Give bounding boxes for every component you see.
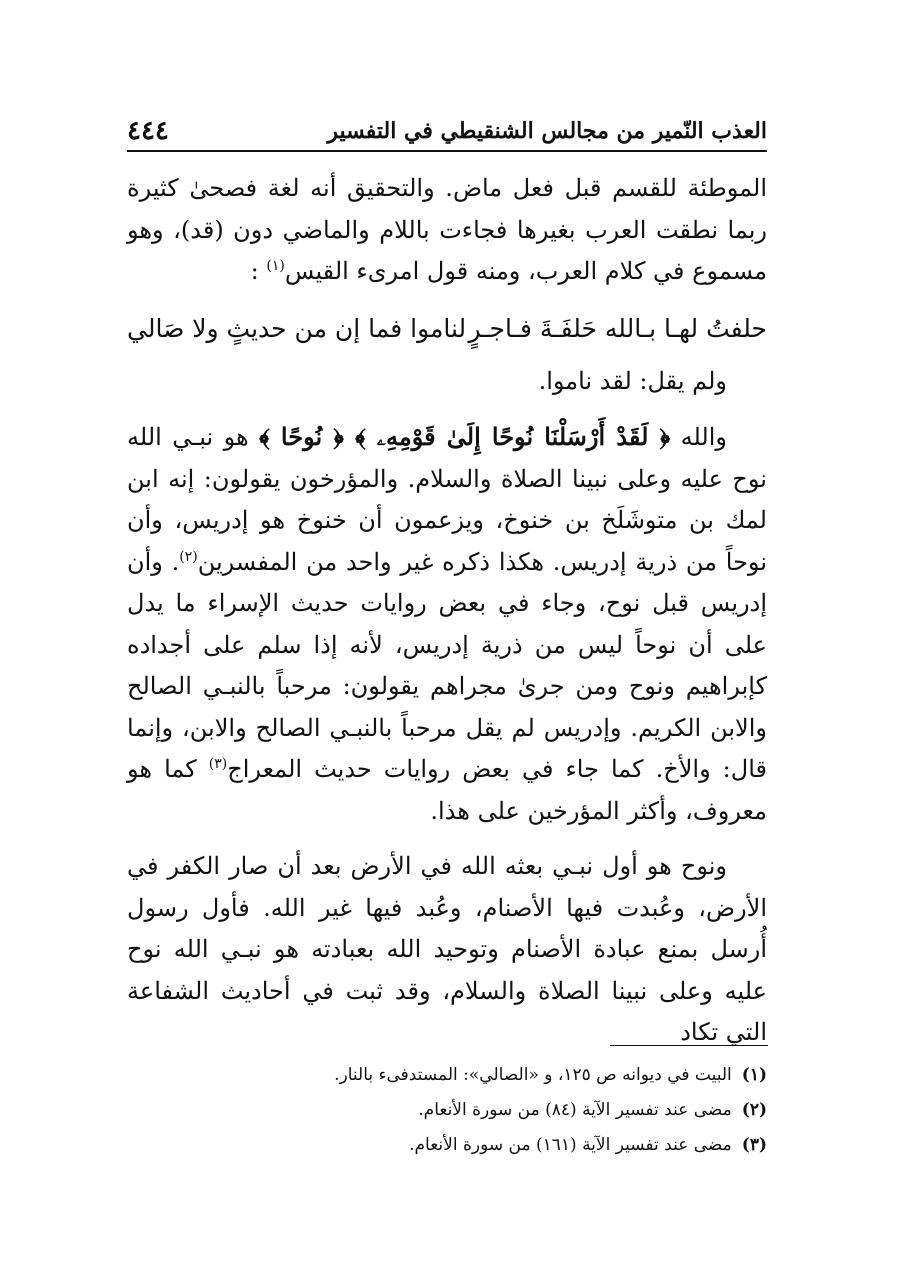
footnote-text: مضى عند تفسير الآية (١٦١) من سورة الأنعام. [409,1135,732,1155]
paragraph-tafsir [127,416,767,832]
footnote-number: (٢) [741,1100,767,1120]
footnote-ref-1: (١) [266,258,285,274]
footnotes [127,1058,767,1163]
page-header [127,108,767,152]
footnote-1 [127,1058,767,1093]
quran-ayah: ﴿ لَقَدْ أَرْسَلْنَا نُوحًا إِلَىٰ قَوْمِهِۦ ﴾ ﴿ نُوحًا ﴾ [259,422,671,451]
running-title: العذب النّمير من مجالس الشنقيطي في التفسير [327,118,767,144]
paragraph-tail: : [250,257,259,285]
verse-left-hemistich: لناموا فما إن من حديثٍ ولا صَالي [127,313,467,343]
tafsir-text-1: هو نبـي الله نوح عليه وعلى نبينا الصلاة والسلام. والمؤرخون يقولون: إنه ابن لمك بن متوشَلَخ بن خنوخ، ويزعمون أن خنوخ هو إدريس، وأن نوحاً من ذرية إدريس. هكذا ذكره غير واحد من المفسرين [127,423,768,576]
tafsir-lead: والله [680,423,727,451]
paragraph-text: الموطئة للقسم قبل فعل ماض. والتحقيق أنه لغة فصحىٰ كثيرة ربما نطقت العرب بغيرها فجاءت باللام والماضي دون (قد)، وهو مسموع في كلام العرب، ومنه قول امرىء القيس [127,174,767,285]
footnote-text: البيت في ديوانه ص ١٢٥، و «الصالي»: المستدفىء بالنار. [334,1065,732,1085]
poetry-verse [127,307,767,351]
footnote-2 [127,1093,767,1128]
page-number: ٤٤٤ [127,116,169,146]
footnote-number: (١) [741,1065,767,1085]
footnote-3 [127,1128,767,1163]
footnote-ref-3: (٣) [208,756,228,772]
paragraph-intro [127,168,767,293]
footnote-divider [610,1045,768,1046]
tafsir-text-3: كما هو معروف، وأكثر المؤرخين على هذا. [127,755,767,825]
page-body [127,168,767,1054]
paragraph-noah: ونوح هو أول نبـي بعثه الله في الأرض بعد أن صار الكفر في الأرض، وعُبدت فيها الأصنام، وعُبد فيها غير الله. فأول رسول أُرسل بمنع عبادة الأصنام وتوحيد الله بعبادته هو نبـي الله نوح عليه وعلى نبينا الصلاة والسلام، وقد ثبت في أحاديث الشفاعة التي تكاد [127,852,767,1046]
tafsir-text-2: . وأن إدريس قبل نوح، وجاء في بعض روايات حديث الإسراء ما يدل على أن نوحاً ليس من ذرية إدريس، لأنه إذا سلم على أجداده كإبراهيم ونوح ومن جرىٰ مجراهم يقولون: مرحباً بالنبـي الصالح والابن الكريم. وإدريس لم يقل مرحباً بالنبـي الصالح والابن، وإنما قال: والأخ. كما جاء في بعض روايات حديث المعراج [127,547,767,783]
footnote-text: مضى عند تفسير الآية (٨٤) من سورة الأنعام. [418,1100,732,1120]
footnote-number: (٣) [741,1135,767,1155]
paragraph-after-verse: ولم يقل: لقد ناموا. [538,366,727,395]
footnote-ref-2: (٢) [179,548,198,565]
verse-right-hemistich: حلفتُ لهـا بـالله حَلفَـةَ فـاجـرٍ [468,313,767,343]
